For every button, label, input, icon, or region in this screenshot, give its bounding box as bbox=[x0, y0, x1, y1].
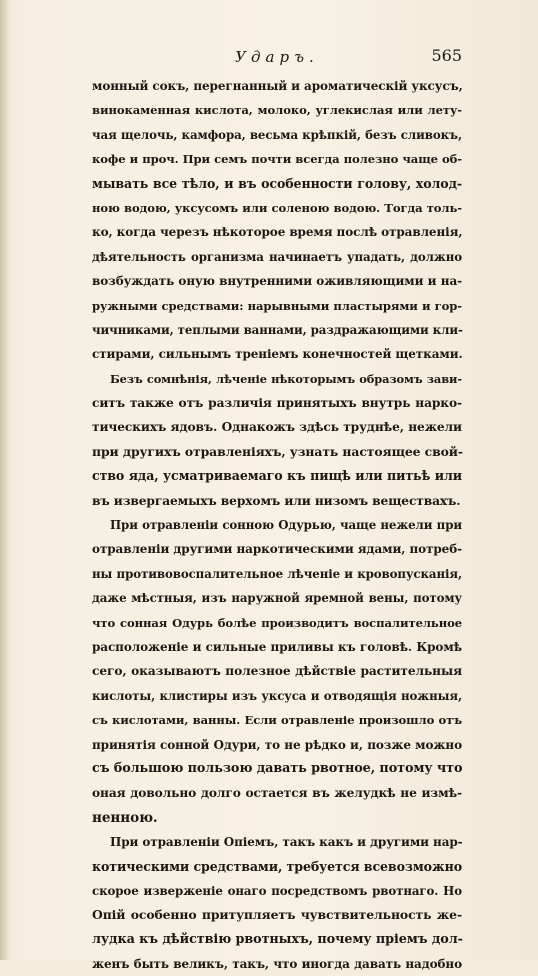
running-head: Ударъ. bbox=[235, 48, 319, 66]
text-line: ство яда, усматриваемаго къ пищѣ или питьѣ или bbox=[92, 468, 462, 484]
text-line: даже мѣстныя, изъ наружной яремной вены, потому bbox=[92, 591, 462, 606]
text-line: сего, оказываютъ полезное дѣйствіе растительныя bbox=[92, 664, 462, 679]
text-line: кофе и проч. При семъ почти всегда полезно чаще об- bbox=[92, 152, 462, 167]
text-line: отравленіи другими наркотическими ядами, потреб- bbox=[92, 542, 462, 557]
text-line: котическими средствами, требуется всевозможно bbox=[92, 858, 462, 874]
text-line: При отравленіи Опіемъ, такъ какъ и другими нар- bbox=[110, 835, 463, 850]
text-line: При отравленіи сонною Одурью, чаще нежели при bbox=[110, 518, 462, 533]
text-line: ны противовоспалительное лѣченіе и кровопусканія, bbox=[92, 566, 462, 581]
text-line: ситъ также отъ различія принятыхъ внутрь нарко- bbox=[92, 396, 462, 411]
text-line: чая щелочь, камфора, весьма крѣпкій, безъ сливокъ, bbox=[92, 127, 462, 142]
text-line: лудка къ дѣйствію рвотныхъ, почему пріемъ дол- bbox=[92, 931, 463, 947]
text-line: ко, когда черезъ нѣкоторое время послѣ отравленія, bbox=[92, 225, 463, 240]
text-line: принятія сонной Одури, то не рѣдко и, позже можно bbox=[92, 737, 462, 752]
text-line: винокаменная кислота, молоко, углекислая или лету- bbox=[92, 103, 462, 118]
text-line: тическихъ ядовъ. Однакожъ здѣсь труднѣе, нежели bbox=[92, 420, 462, 435]
text-line: Опій особенно притупляетъ чувствительность же- bbox=[92, 907, 462, 923]
text-line: расположеніе и сильные приливы къ головѣ. Кромѣ bbox=[92, 639, 462, 654]
text-line: скорое изверженіе онаго посредствомъ рвотнаго. Но bbox=[92, 883, 462, 898]
text-line: что сонная Одурь болѣе производитъ воспалительное bbox=[92, 615, 462, 630]
text-line: возбуждать оную внутренними оживляющими и на- bbox=[92, 274, 462, 289]
text-line: ненною. bbox=[92, 809, 158, 826]
text-line: женъ быть великъ, такъ, что иногда давать надобно bbox=[92, 957, 462, 972]
text-line: Безъ сомнѣнія, лѣченіе нѣкоторымъ образомъ зави- bbox=[110, 371, 462, 386]
text-line: при другихъ отравленіяхъ, узнать настоящее свой- bbox=[92, 443, 463, 459]
text-line: ружными средствами: нарывными пластырями и гор- bbox=[92, 298, 462, 313]
text-line: ною водою, уксусомъ или соленою водою. Тогда толь- bbox=[92, 200, 462, 215]
body-text bbox=[92, 74, 462, 976]
text-line: дѣятельность организма начинаетъ упадать, должно bbox=[92, 249, 462, 264]
text-line: въ извергаемыхъ верхомъ или низомъ веществахъ. bbox=[92, 493, 461, 508]
text-line: чичниками, теплыми ваннами, раздражающими кли- bbox=[92, 322, 463, 337]
text-line: монный сокъ, перегнанный и ароматическій уксусъ, bbox=[92, 79, 463, 93]
text-line: мывать все тѣло, и въ особенности голову, холод- bbox=[92, 175, 462, 191]
text-line: стирами, сильнымъ треніемъ конечностей щетками. bbox=[92, 347, 463, 362]
text-line: кислоты, клистиры изъ уксуса и отводящія ножныя, bbox=[92, 688, 462, 703]
page-header bbox=[92, 44, 462, 68]
text-line: съ кислотами, ванны. Если отравленіе произошло отъ bbox=[92, 713, 462, 728]
text-line: оная довольно долго остается въ желудкѣ не измѣ- bbox=[92, 786, 462, 801]
gutter-shadow bbox=[0, 0, 10, 960]
text-line: съ большою пользою давать рвотное, потому что bbox=[92, 760, 463, 776]
page-number: 565 bbox=[431, 46, 462, 65]
